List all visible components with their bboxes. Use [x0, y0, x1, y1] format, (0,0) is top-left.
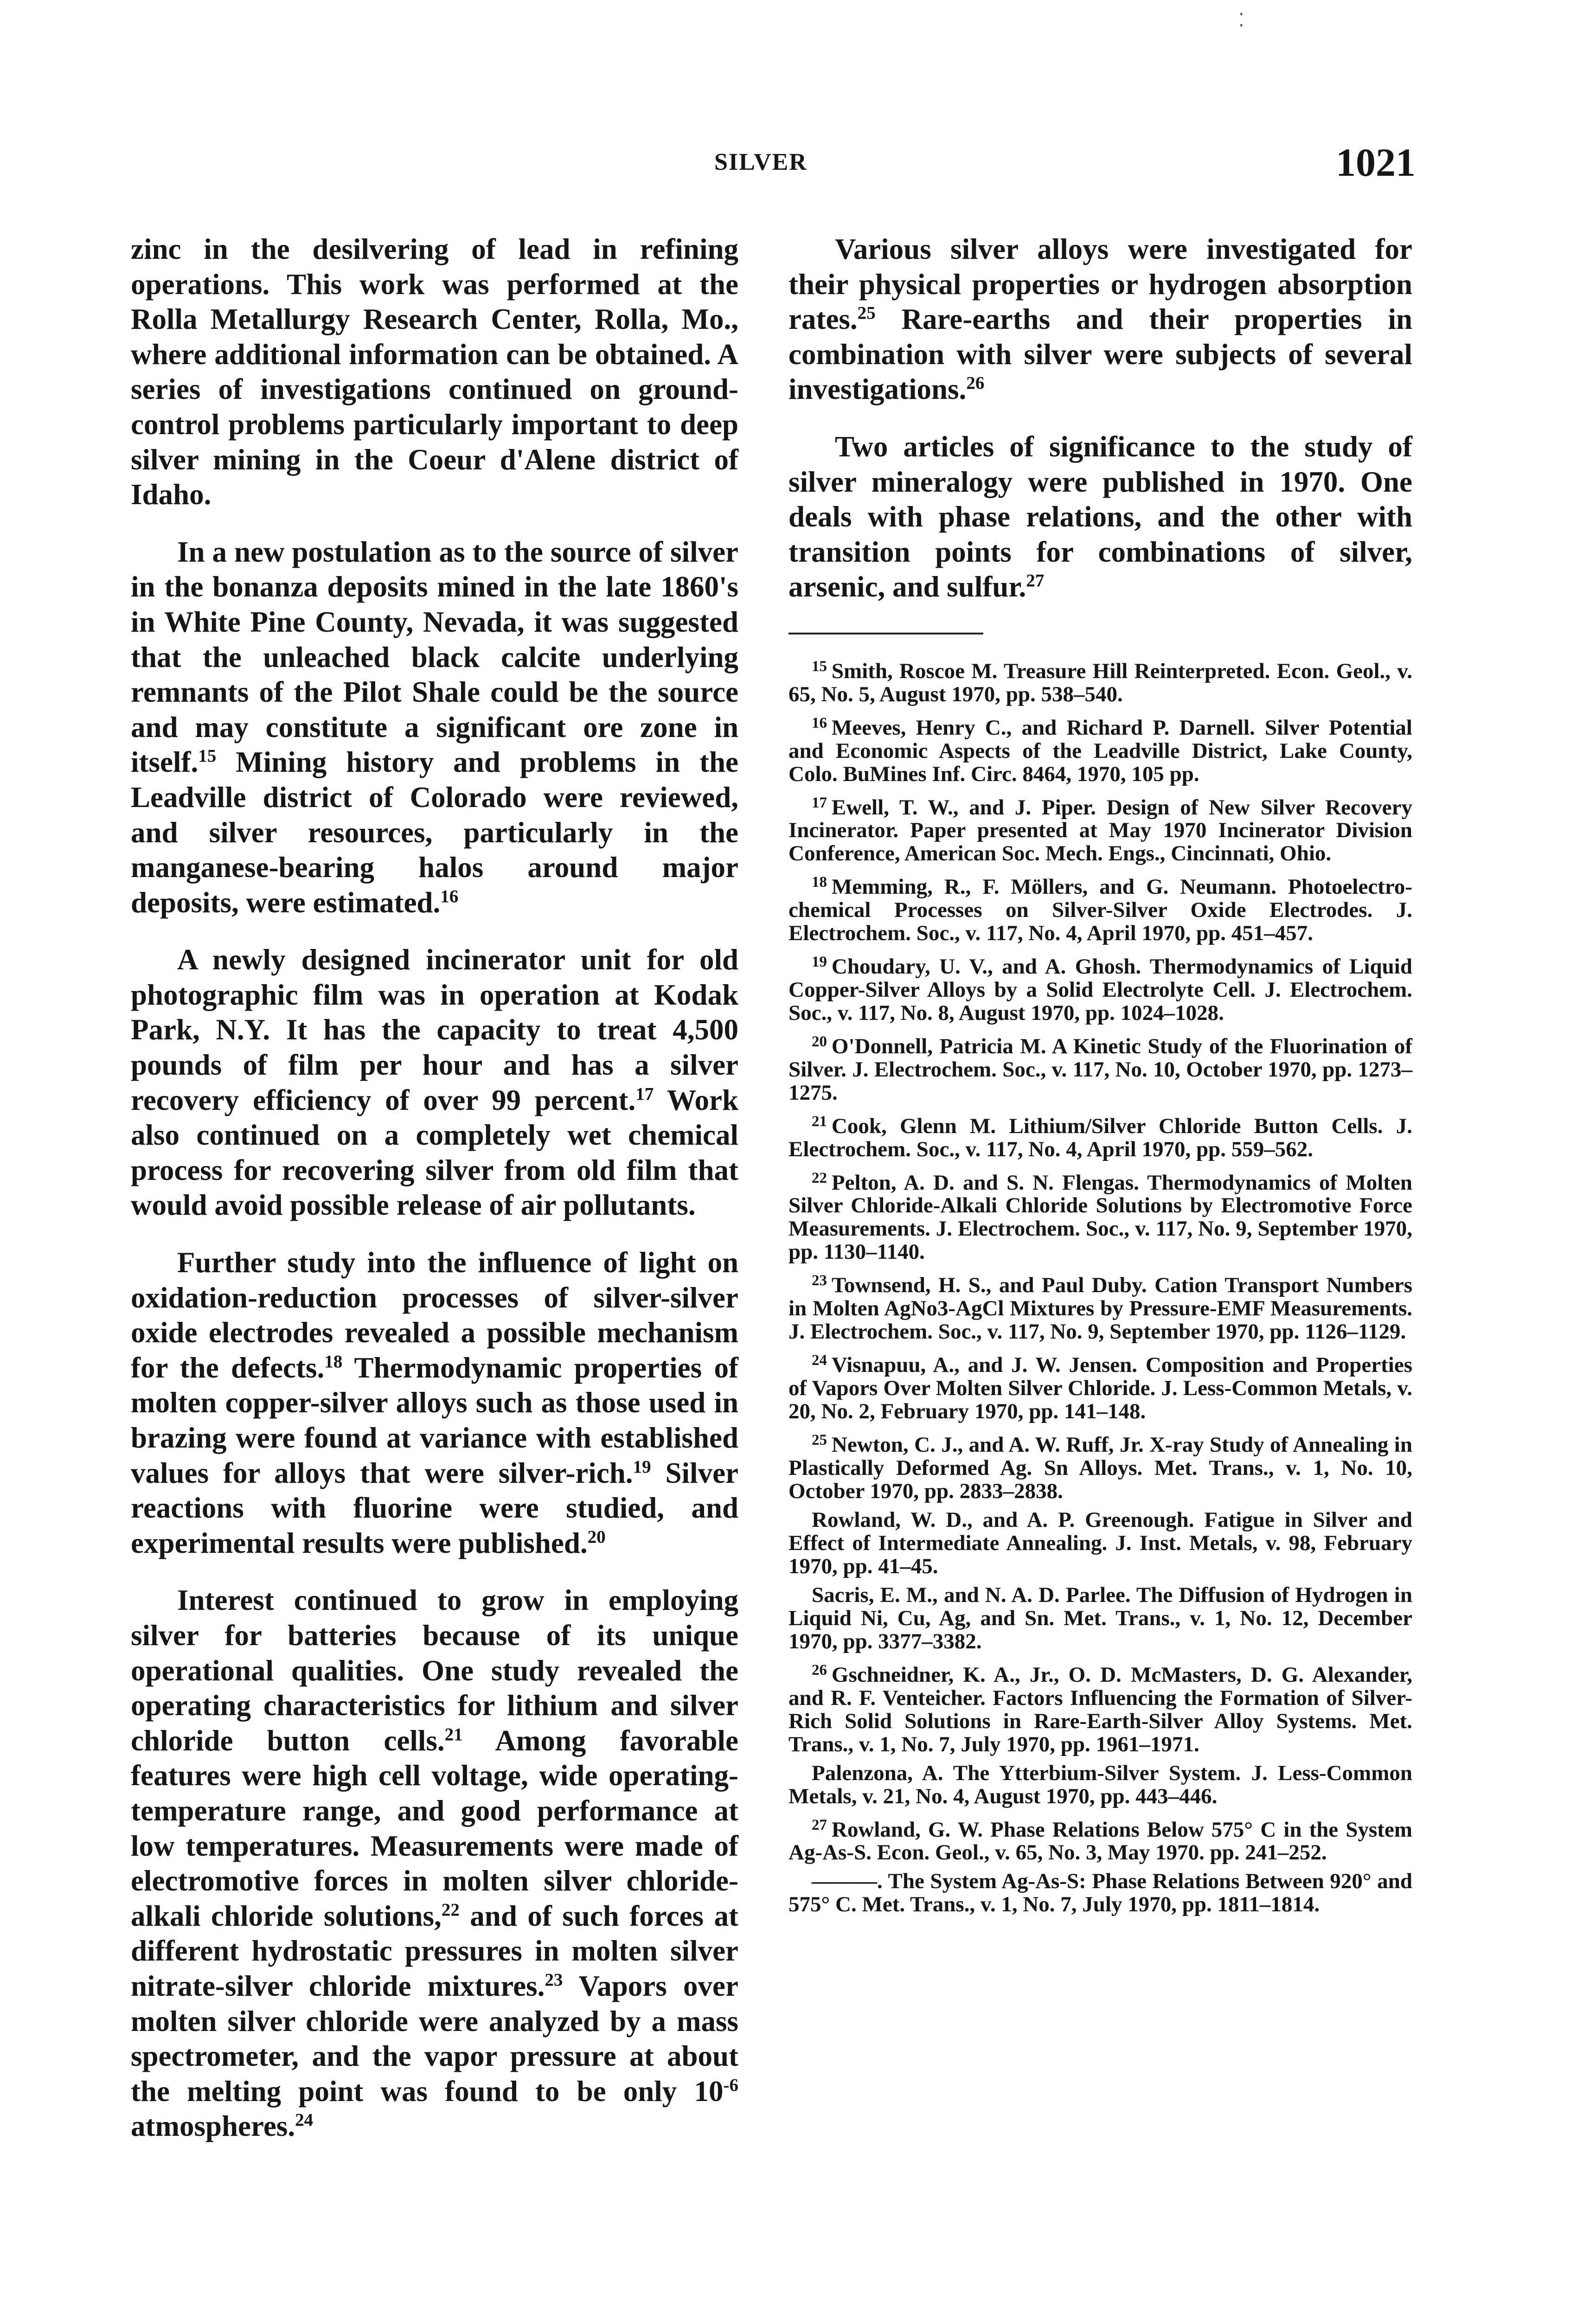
- paragraph-text: and of such forces at different hydrostatic pressures in molten silver nitrate-silver chloride mixtures.: [131, 1899, 738, 2002]
- footnote-ref: 25: [857, 303, 876, 323]
- footnote-text: Rowland, W. D., and A. P. Greenough. Fatigue in Silver and Effect of Intermediate Annealing. J. Inst. Metals, v. 98, February 1970, pp. 41–45.: [788, 1507, 1412, 1578]
- paragraph-silver-alloys: [788, 232, 1412, 407]
- footnote: [788, 1349, 1412, 1423]
- footnote: [788, 871, 1412, 945]
- footnote-ref: 18: [324, 1352, 343, 1372]
- paragraph-text: Thermodynamic properties of molten copper-silver alloys such as those used in brazing were found at variance with established values for alloys that were silver-rich.: [131, 1351, 738, 1489]
- paragraph-text: Various silver alloys were investigated for their physical properties or hydrogen absorption rates.: [788, 233, 1412, 336]
- footnote-ref: 27: [1026, 570, 1045, 591]
- footnote-number: 21: [812, 1113, 827, 1130]
- footnote: [788, 1110, 1412, 1161]
- footnote: [788, 791, 1412, 865]
- left-column: [131, 232, 738, 2166]
- footnote-continuation: [788, 1508, 1412, 1578]
- footnote-ref: 16: [440, 886, 459, 907]
- paragraph-batteries: [131, 1583, 738, 2144]
- footnote-number: 16: [812, 714, 827, 731]
- footnote-text: Memming, R., F. Möllers, and G. Neumann. Photoelectro-chemical Processes on Silver-Silver Oxide Electrodes. J. Electrochem. Soc., v. 117, No. 4, April 1970, pp. 451–457.: [788, 875, 1412, 946]
- footnote-text: Meeves, Henry C., and Richard P. Darnell. Silver Potential and Economic Aspects of the Leadville District, Lake County, Colo. BuMines Inf. Circ. 8464, 1970, 105 pp.: [788, 715, 1412, 786]
- footnote-continuation: [788, 1583, 1412, 1653]
- footnote-list: [788, 655, 1412, 1916]
- footnote-ref: 24: [295, 2110, 314, 2130]
- footnote-text: ———. The System Ag-As-S: Phase Relations Between 920° and 575° C. Met. Trans., v. 1, No. 7, July 1970, pp. 1811–1814.: [788, 1869, 1412, 1917]
- footnote-ref: 21: [444, 1724, 463, 1745]
- paragraph-text: Among favorable features were high cell voltage, wide operating-temperature range, and good performance at low temperatures. Measurements were made of electromotive forces in molten silver chloride-alkali chloride solutions,: [131, 1724, 738, 1932]
- footnote-number: 19: [812, 954, 827, 971]
- footnote-number: 15: [812, 658, 827, 675]
- footnote-divider: [788, 633, 983, 634]
- paragraph-text: Work also continued on a completely wet chemical process for recovering silver from old film that would avoid possible release of air pollutants.: [131, 1083, 739, 1222]
- footnote-ref: 15: [198, 746, 217, 766]
- footnote-ref: 26: [966, 373, 985, 393]
- footnote-text: Visnapuu, A., and J. W. Jensen. Composition and Properties of Vapors Over Molten Silver Chloride. J. Less-Common Metals, v. 20, No. 2, February 1970, pp. 141–148.: [788, 1352, 1412, 1423]
- footnote-text: Ewell, T. W., and J. Piper. Design of New Silver Recovery Incinerator. Paper presented at May 1970 Incinerator Division Conference, American Soc. Mech. Engs., Cincinnati, Ohio.: [788, 795, 1412, 866]
- right-column: [788, 232, 1412, 1922]
- paragraph-text: Interest continued to grow in employing silver for batteries because of its unique operational qualities. One study revealed the operating characteristics for lithium and silver chloride button cells.: [131, 1584, 738, 1757]
- page-header: [0, 139, 1596, 190]
- paragraph-text: Silver reactions with fluorine were studied, and experimental results were published.: [131, 1456, 738, 1559]
- footnote-number: 23: [812, 1272, 827, 1289]
- footnote-number: 20: [812, 1033, 827, 1050]
- footnote: [788, 1659, 1412, 1756]
- footnote: [788, 1429, 1412, 1503]
- paragraph-text: Mining history and problems in the Leadville district of Colorado were reviewed, and silver resources, particularly in the manganese-bearing halos around major deposits, were estimated.: [131, 746, 738, 919]
- paragraph-incinerator: [131, 942, 738, 1223]
- footnote-text: Sacris, E. M., and N. A. D. Parlee. The Diffusion of Hydrogen in Liquid Ni, Cu, Ag, and Sn. Met. Trans., v. 1, No. 12, December 1970, pp. 3377–3382.: [788, 1582, 1412, 1653]
- footnote: [788, 1813, 1412, 1864]
- footnote-continuation: [788, 1762, 1412, 1808]
- footnote-text: O'Donnell, Patricia M. A Kinetic Study of the Fluorination of Silver. J. Electrochem. Soc., v. 117, No. 10, October 1970, pp. 1273–1275.: [788, 1034, 1412, 1105]
- footnote-continuation: [788, 1870, 1412, 1916]
- footnote-number: 26: [812, 1661, 827, 1678]
- footnote: [788, 950, 1412, 1025]
- footnote-ref: 23: [545, 1970, 563, 1990]
- paragraph-text: A newly designed incinerator unit for old photographic film was in operation at Kodak Park, N.Y. It has the capacity to treat 4,500 pounds of film per hour and has a silver recovery efficiency of over 99 percent.: [131, 943, 738, 1116]
- footnote-text: Choudary, U. V., and A. Ghosh. Thermodynamics of Liquid Copper-Silver Alloys by a Solid Electrolyte Cell. J. Electrochem. Soc., v. 117, No. 8, August 1970, pp. 1024–1028.: [788, 954, 1412, 1025]
- paragraph-text: Two articles of significance to the study of silver mineralogy were published in 1970. One deals with phase relations, and the other with transition points for combinations of silver, arsenic, and sulfur.: [788, 430, 1412, 603]
- footnote-text: Gschneidner, K. A., Jr., O. D. McMasters, D. G. Alexander, and R. F. Venteicher. Factors Influencing the Formation of Silver-Rich Solid Solutions in Rare-Earth-Silver Alloy Systems. Met. Trans., v. 1, No. 7, July 1970, pp. 1961–1971.: [788, 1662, 1412, 1756]
- footnote: [788, 1166, 1412, 1264]
- paragraph-text: Vapors over molten silver chloride were analyzed by a mass spectrometer, and the vapor pressure at about the melting point was found to be only 10: [131, 1969, 738, 2108]
- footnote-number: 24: [812, 1352, 827, 1369]
- paragraph-text: In a new postulation as to the source of silver in the bonanza deposits mined in the late 1860's in White Pine County, Nevada, it was suggested that the unleached black calcite underlying remnants of the Pilot Shale could be the source and may constitute a significant ore zone in itself.: [131, 535, 738, 779]
- running-head: SILVER: [714, 149, 808, 175]
- scan-speck: ⁚: [1238, 10, 1244, 31]
- footnote-text: Townsend, H. S., and Paul Duby. Cation Transport Numbers in Molten AgNo3-AgCl Mixtures by Pressure-EMF Measurements. J. Electrochem. Soc., v. 117, No. 9, September 1970, pp. 1126–1129.: [788, 1273, 1412, 1344]
- footnote-number: 22: [812, 1169, 827, 1186]
- paragraph-text: atmospheres.: [131, 2110, 295, 2143]
- footnote-ref: 20: [587, 1527, 606, 1547]
- footnote-text: Rowland, G. W. Phase Relations Below 575° C in the System Ag-As-S. Econ. Geol., v. 65, No. 3, May 1970. pp. 241–252.: [788, 1817, 1412, 1865]
- paragraph-bonanza-source: [131, 535, 738, 921]
- paragraph-text: zinc in the desilvering of lead in refining operations. This work was performed at the Rolla Metallurgy Research Center, Rolla, Mo., where additional information can be obtained. A series of investigations continued on ground-control problems particularly important to deep silver mining in the Coeur d'Alene district of Idaho.: [131, 233, 738, 511]
- footnote-ref: 17: [635, 1084, 654, 1104]
- paragraph-text: Further study into the influence of light on oxidation-reduction processes of silver-silver oxide electrodes revealed a possible mechanism for the defects.: [131, 1246, 738, 1384]
- footnote: [788, 1030, 1412, 1104]
- footnote-text: Smith, Roscoe M. Treasure Hill Reinterpreted. Econ. Geol., v. 65, No. 5, August 1970, pp. 538–540.: [788, 659, 1412, 706]
- footnote-number: 17: [812, 794, 827, 811]
- exponent: -6: [723, 2075, 738, 2095]
- footnote: [788, 655, 1412, 706]
- paragraph-mineralogy: [788, 429, 1412, 605]
- footnote-text: Cook, Glenn M. Lithium/Silver Chloride Button Cells. J. Electrochem. Soc., v. 117, No. 4, April 1970, pp. 559–562.: [788, 1114, 1412, 1161]
- paragraph-oxidation-reduction: [131, 1245, 738, 1561]
- footnote-ref: 19: [633, 1457, 651, 1477]
- footnote-number: 18: [812, 874, 827, 891]
- footnote-number: 27: [812, 1816, 827, 1833]
- footnote: [788, 1269, 1412, 1343]
- footnote: [788, 711, 1412, 786]
- footnote-number: 25: [812, 1431, 827, 1448]
- footnote-text: Newton, C. J., and A. W. Ruff, Jr. X-ray Study of Annealing in Plastically Deformed Ag. Sn Alloys. Met. Trans., v. 1, No. 10, October 1970, pp. 2833–2838.: [788, 1432, 1412, 1503]
- footnote-text: Pelton, A. D. and S. N. Flengas. Thermodynamics of Molten Silver Chloride-Alkali Chloride Solutions by Electromotive Force Measurements. J. Electrochem. Soc., v. 117, No. 9, September 1970, pp. 1130–1140.: [788, 1170, 1412, 1264]
- paragraph-desilvering: [131, 232, 738, 512]
- footnote-text: Palenzona, A. The Ytterbium-Silver System. J. Less-Common Metals, v. 21, No. 4, August 1970, pp. 443–446.: [788, 1761, 1412, 1808]
- page-number: 1021: [1336, 140, 1416, 185]
- footnote-ref: 22: [441, 1900, 460, 1920]
- paragraph-text: Rare-earths and their properties in combination with silver were subjects of several investigations.: [788, 303, 1412, 406]
